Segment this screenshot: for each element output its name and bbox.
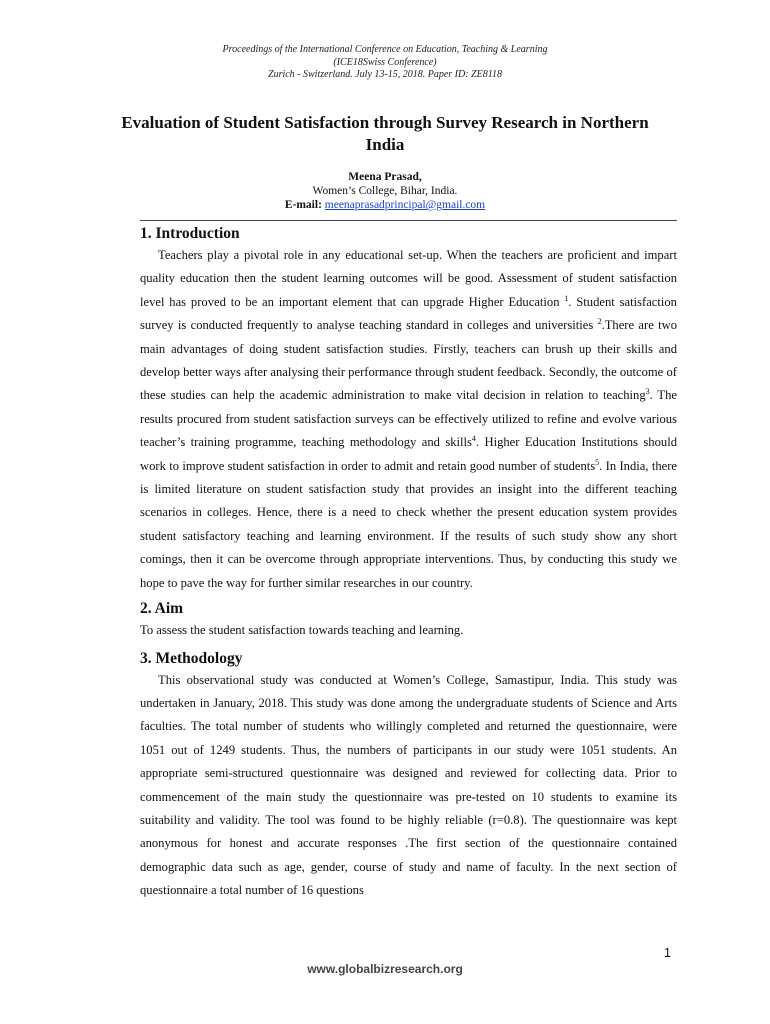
aim-paragraph: To assess the student satisfaction towards teaching and learning.	[140, 623, 464, 638]
running-head-line-3: Zurich - Switzerland. July 13-15, 2018. Paper ID: ZE8118	[268, 69, 502, 80]
introduction-paragraph	[140, 244, 677, 595]
section-heading-aim: 2. Aim	[140, 600, 184, 618]
section-heading-methodology: 3. Methodology	[140, 649, 243, 667]
citation-1: 1	[564, 293, 569, 303]
footer-url[interactable]: www.globalbizresearch.org	[307, 962, 463, 976]
paper-title: Evaluation of Student Satisfaction through Survey Research in Northern India	[121, 113, 649, 154]
page-number: 1	[664, 946, 671, 960]
running-head-line-1: Proceedings of the International Conference on Education, Teaching & Learning	[222, 44, 548, 55]
section-heading-introduction: 1. Introduction	[140, 225, 240, 242]
citation-3: 3	[645, 387, 650, 397]
email-label: E-mail:	[284, 199, 322, 211]
intro-text-5: . Higher Education Institutions should work to improve student satisfaction in order to admit and retain good number of students	[140, 435, 677, 473]
paper-body	[140, 224, 677, 903]
intro-text-4: . The results procured from student satisfaction surveys can be effectively utilized to refine and evolve various teacher’s training programme, teaching methodology and skills	[140, 388, 677, 450]
methodology-paragraph: This observational study was conducted at Women’s College, Samastipur, India. This study was undertaken in January, 2018. This study was done among the undergraduate students of Science and Arts faculties. The total number of students who willingly completed and returned the questionnaire, were 1051 out of 1249 students. Thus, the numbers of participants in our study were 1051 students. An appropriate semi-structured questionnaire was designed and reviewed for collecting data. Prior to commencement of the main study the questionnaire was pre-tested on 10 students to examine its suitability and validity. The tool was found to be highly reliable (r=0.8). The questionnaire was kept anonymous for honest and accurate responses .The first section of the questionnaire contained demographic data such as age, gender, course of study and name of faculty. In the next section of questionnaire a total number of 16 questions	[140, 672, 677, 898]
citation-4: 4	[471, 434, 476, 444]
citation-2: 2	[597, 317, 602, 327]
intro-text-3: .There are two main advantages of doing student satisfaction studies. Firstly, teachers can brush up their skills and develop better ways after analysing their performance through student feedback. Secondly, the outcome of these studies can help the academic administration to make vital decision in relation to teaching	[140, 318, 678, 403]
citation-5: 5	[595, 457, 600, 467]
email-link[interactable]: meenaprasadprincipal@gmail.com	[324, 199, 486, 211]
author-name: Meena Prasad,	[348, 171, 422, 183]
intro-text-6: . In India, there is limited literature on student satisfaction study that provides an insight into the different teaching scenarios in colleges. Hence, there is a need to check whether the present education system provides student satisfactory teaching and learning environment. If the results of such study show any short comings, then it can be overcome through appropriate interventions. Thus, by conducting this study we hope to pave the way for further similar researches in our country.	[140, 458, 677, 590]
header-divider	[140, 220, 677, 221]
running-head-line-2: (ICE18Swiss Conference)	[333, 56, 437, 68]
running-head	[0, 44, 770, 82]
author-affiliation: Women’s College, Bihar, India.	[312, 185, 458, 197]
author-block	[0, 170, 770, 212]
intro-text-2: . Student satisfaction survey is conducted frequently to analyse teaching standard in colleges and universities	[140, 294, 677, 333]
intro-text-1: Teachers play a pivotal role in any educational set-up. When the teachers are proficient and impart quality education then the student learning outcomes will be good. Assessment of student satisfaction level has proved to be an important element that can upgrade Higher Education	[140, 248, 677, 309]
